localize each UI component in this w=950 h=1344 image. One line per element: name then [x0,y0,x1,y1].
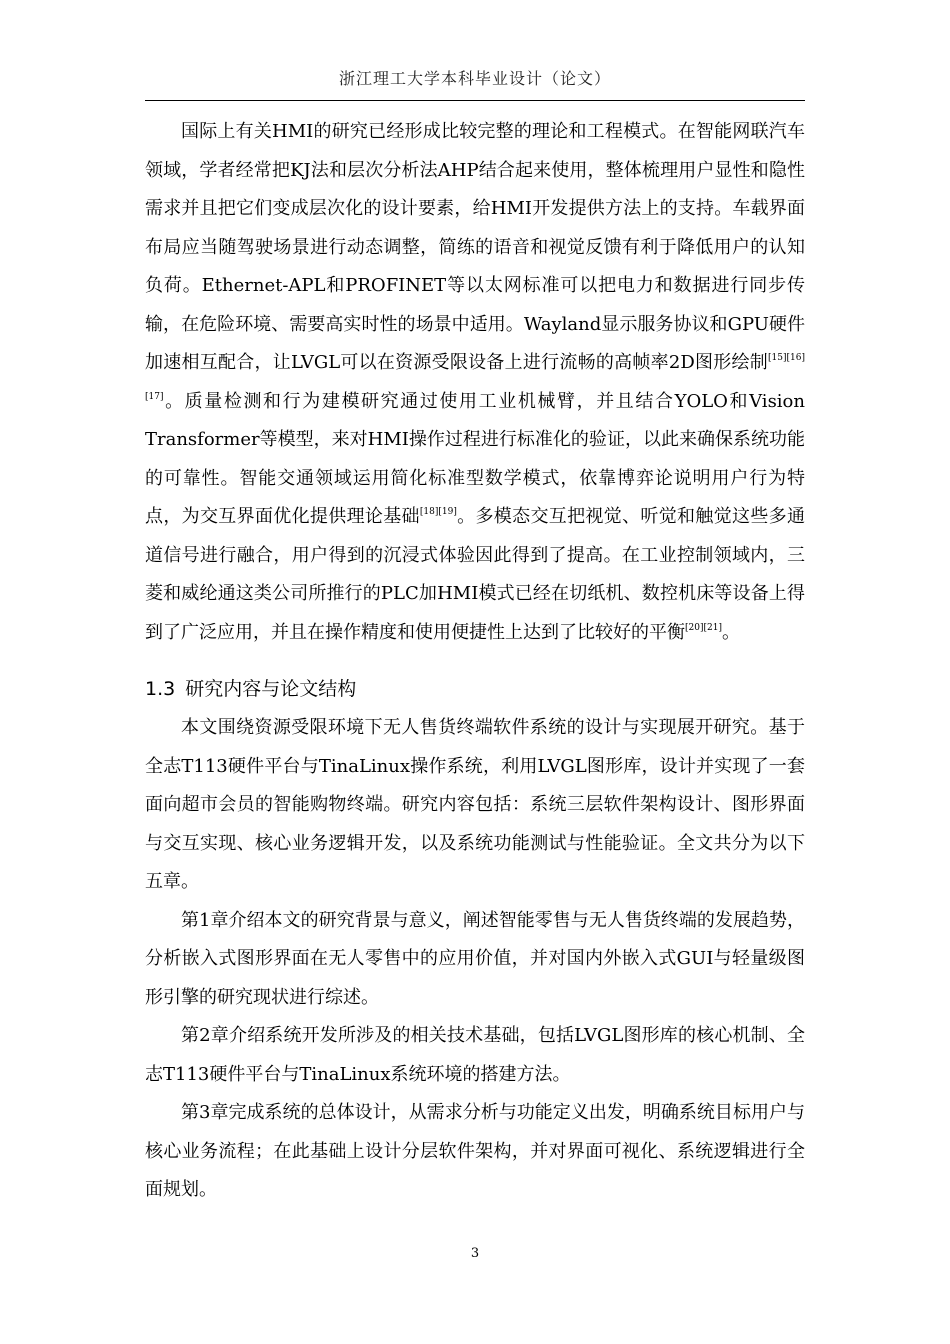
page-number: 3 [470,1246,480,1261]
paragraph-text: 。 [721,621,740,643]
citation: [18][19] [419,507,457,517]
paragraph-text: 。质量检测和行为建模研究通过使用工业机械臂，并且结合YOLO和Vision Transformer等模型，来对HMI操作过程进行标准化的验证，以此来确保系统功能的可靠性。智能交通领域运用简化标准型数学模式，依靠博弈论说明用户行为特点，为交互界面优化提供理论基础 [145,390,805,527]
paragraph-research-content: 本文围绕资源受限环境下无人售货终端软件系统的设计与实现展开研究。基于全志T113硬件平台与TinaLinux操作系统，利用LVGL图形库，设计并实现了一套面向超市会员的智能购物终端。研究内容包括：系统三层软件架构设计、图形界面与交互实现、核心业务逻辑开发，以及系统功能测试与性能验证。全文共分为以下五章。 [145,717,805,892]
paragraph-chapter-1: 第1章介绍本文的研究背景与意义，阐述智能零售与无人售货终端的发展趋势，分析嵌入式图形界面在无人零售中的应用价值，并对国内外嵌入式GUI与轻量级图形引擎的研究现状进行综述。 [145,909,805,1008]
running-header: 浙江理工大学本科毕业设计（论文） [338,69,611,88]
citation: [20][21] [685,622,722,633]
section-heading [145,669,805,709]
paragraph-text: 国际上有关HMI的研究已经形成比较完整的理论和工程模式。在智能网联汽车领域，学者经常把KJ法和层次分析法AHP结合起来使用，整体梳理用户显性和隐性需求并且把它们变成层次化的设计要素，给HMI开发提供方法上的支持。车载界面布局应当随驾驶场景进行动态调整，简练的语音和视觉反馈有利于降低用户的认知负荷。Ethernet-APL和PROFINET等以太网标准可以把电力和数据进行同步传输，在危险环境、需要高实时性的场景中适用。Wayland显示服务协议和GPU硬件加速相互配合，让LVGL可以在资源受限设备上进行流畅的高帧率2D图形绘制 [145,121,805,373]
citation: [15][16][17] [145,353,805,402]
body-text [145,113,805,1210]
paragraph-hmi-research [145,113,805,652]
section-number: 1.3 [145,678,176,700]
section-title: 研究内容与论文结构 [185,678,357,700]
paragraph-chapter-3: 第3章完成系统的总体设计，从需求分析与功能定义出发，明确系统目标用户与核心业务流程；在此基础上设计分层软件架构，并对界面可视化、系统逻辑进行全面规划。 [145,1102,805,1200]
paragraph-text: 。多模态交互把视觉、听觉和触觉这些多通道信号进行融合，用户得到的沉浸式体验因此得到了提高。在工业控制领域内，三菱和威纶通这类公司所推行的PLC加HMI模式已经在切纸机、数控机床等设备上得到了广泛应用，并且在操作精度和使用便捷性上达到了比较好的平衡 [145,506,805,643]
paragraph-chapter-2: 第2章介绍系统开发所涉及的相关技术基础，包括LVGL图形库的核心机制、全志T113硬件平台与TinaLinux系统环境的搭建方法。 [145,1025,805,1085]
header-rule [145,100,805,101]
